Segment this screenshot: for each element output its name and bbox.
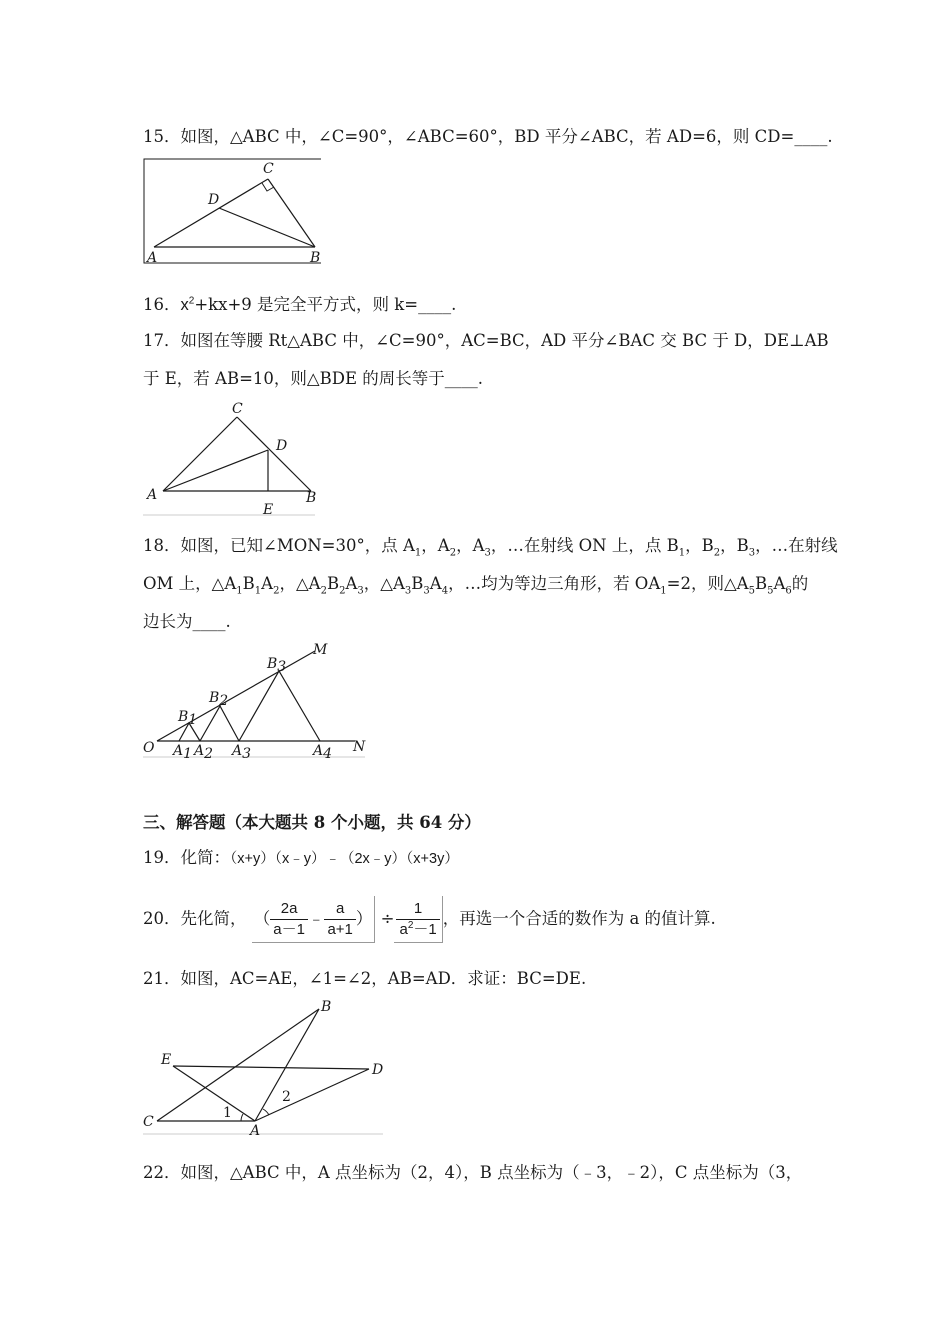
label-e: E xyxy=(161,1052,172,1068)
q18-text: ，…均为等边三角形，若 OA xyxy=(448,574,661,593)
triangle-2 xyxy=(200,706,239,741)
q18-text: ，…在射线 xyxy=(755,536,838,555)
figure-18-svg xyxy=(143,638,378,760)
question-16 xyxy=(143,294,456,316)
angle-2-arc xyxy=(263,1109,269,1115)
label-b: B xyxy=(306,490,317,506)
label-c: C xyxy=(232,401,243,417)
segment-ac xyxy=(163,417,237,491)
question-22 xyxy=(143,1162,802,1184)
fraction-3 xyxy=(396,899,439,940)
q18-text: =2，则△A xyxy=(666,574,749,593)
q18-sub: 3 xyxy=(484,547,491,559)
label-b1: B1 xyxy=(178,709,198,728)
question-19-number: 19．化简： xyxy=(143,848,230,867)
q18-sub: 3 xyxy=(748,547,756,559)
figure-15-svg xyxy=(143,158,328,268)
q18-sub: 1 xyxy=(678,547,686,559)
question-18-line-2 xyxy=(143,573,808,595)
segment-ed xyxy=(173,1066,369,1069)
question-20-number: 20．先化简， xyxy=(143,909,247,928)
label-b: B xyxy=(321,999,332,1015)
q18-text: B xyxy=(242,574,255,593)
divide-sign: ÷ xyxy=(380,909,395,928)
fraction-3-box xyxy=(394,896,442,943)
q18-sub: 3 xyxy=(357,585,364,597)
q18-text: A xyxy=(261,574,274,593)
q18-text: B xyxy=(754,574,768,593)
figure-21-svg xyxy=(143,998,388,1139)
left-paren: （ xyxy=(253,909,271,928)
question-21 xyxy=(143,968,586,990)
question-19-expression: （x+y）（x﹣y）﹣（2x﹣y）（x+3y） xyxy=(230,851,459,867)
label-a: A xyxy=(250,1123,261,1139)
figure-18 xyxy=(143,638,378,760)
q18-sub: 1 xyxy=(254,585,262,597)
figure-17 xyxy=(143,398,323,520)
question-21-text: 21．如图，AC=AE，∠1=∠2，AB=AD．求证：BC=DE. xyxy=(143,969,587,988)
fraction-1 xyxy=(270,899,308,940)
question-16-var: x xyxy=(180,296,189,314)
segment-bc xyxy=(237,417,311,491)
question-20-bracket-expression xyxy=(252,896,376,943)
label-d: D xyxy=(372,1062,384,1078)
question-18-line-3 xyxy=(143,611,231,633)
ray-om xyxy=(157,651,315,741)
fraction-3-rest: －1 xyxy=(413,921,437,938)
q18-sub: 1 xyxy=(414,547,422,559)
right-paren: ） xyxy=(355,909,373,928)
q18-sub: 2 xyxy=(339,585,346,597)
q18-sub: 2 xyxy=(713,547,721,559)
minus-sign: ﹣ xyxy=(307,909,325,928)
label-c: C xyxy=(143,1114,154,1130)
fraction-2-numerator: a xyxy=(324,899,355,920)
question-16-exponent: 2 xyxy=(188,295,195,307)
q18-text: 的 xyxy=(791,574,809,593)
q18-sub: 3 xyxy=(423,585,430,597)
label-n: N xyxy=(353,739,366,755)
fraction-2-denominator: a+1 xyxy=(327,921,353,938)
label-a: A xyxy=(147,487,158,503)
q18-sub: 1 xyxy=(236,585,243,597)
question-19 xyxy=(143,847,459,870)
fraction-1-numerator: 2a xyxy=(270,899,308,920)
q18-text: A xyxy=(345,574,358,593)
label-e: E xyxy=(263,502,274,518)
question-22-text: 22．如图，△ABC 中，A 点坐标为（2，4），B 点坐标为（﹣3，﹣2），C 点坐标为（3， xyxy=(143,1163,803,1182)
question-17-line-2 xyxy=(143,368,483,390)
section-3-heading-text: 三、解答题（本大题共 8 个小题，共 64 分） xyxy=(143,813,481,832)
segment-ad xyxy=(255,1069,369,1121)
figure-21 xyxy=(143,998,388,1139)
q18-sub: 5 xyxy=(748,585,755,597)
q18-text: A xyxy=(773,574,786,593)
label-b: B xyxy=(310,250,321,266)
q18-text: ，…在射线 ON 上，点 B xyxy=(490,536,679,555)
figure-17-svg xyxy=(143,398,323,520)
q18-sub: 6 xyxy=(785,585,792,597)
q18-text: ，A xyxy=(456,536,485,555)
label-angle-1: 1 xyxy=(223,1105,232,1121)
angle-1-arc xyxy=(241,1114,243,1121)
fraction-3-exponent: 2 xyxy=(407,920,414,931)
segment-bc xyxy=(268,179,315,247)
q18-sub: 2 xyxy=(273,585,280,597)
section-3-heading xyxy=(143,812,481,834)
question-17-text-1: 17．如图在等腰 Rt△ABC 中，∠C=90°，AC=BC，AD 平分∠BAC 交 BC 于 D，DE⊥AB xyxy=(143,331,829,350)
question-15-text: 15．如图，△ABC 中，∠C=90°，∠ABC=60°，BD 平分∠ABC，若 AD=6，则 CD=____. xyxy=(143,127,833,146)
label-a3: A3 xyxy=(232,743,252,762)
label-o: O xyxy=(143,740,155,756)
figure-15 xyxy=(143,158,328,268)
question-20 xyxy=(143,896,716,943)
fraction-3-denominator xyxy=(396,920,439,940)
triangle-3 xyxy=(239,671,320,741)
q18-sub: 1 xyxy=(660,585,667,597)
q18-sub: 3 xyxy=(404,585,412,597)
q18-text: A xyxy=(429,574,442,593)
question-17-text-2: 于 E，若 AB=10，则△BDE 的周长等于____. xyxy=(143,369,483,388)
segment-bd xyxy=(219,208,315,247)
q18-text: B xyxy=(411,574,424,593)
label-a1: A1 xyxy=(173,743,193,762)
segment-ea xyxy=(173,1066,255,1121)
q18-text: ，B xyxy=(720,536,749,555)
label-angle-2: 2 xyxy=(282,1089,291,1105)
label-b2: B2 xyxy=(209,690,229,709)
question-20-text: ，再选一个合适的数作为 a 的值计算. xyxy=(442,909,716,928)
segment-ad xyxy=(163,450,268,491)
fraction-3-base: a xyxy=(399,921,408,938)
label-a4: A4 xyxy=(313,743,333,762)
label-b3: B3 xyxy=(267,656,287,675)
q18-text: ，△A xyxy=(279,574,321,593)
q18-sub: 2 xyxy=(449,547,457,559)
q18-sub: 2 xyxy=(320,585,327,597)
question-17-line-1 xyxy=(143,330,829,352)
label-m: M xyxy=(313,642,328,658)
segment-cb xyxy=(157,1009,319,1121)
q18-text: B xyxy=(326,574,340,593)
q18-sub: 4 xyxy=(441,585,449,597)
q18-text: OM 上，△A xyxy=(143,574,237,593)
label-c: C xyxy=(263,161,274,177)
label-a: A xyxy=(147,250,158,266)
q18-text: ，B xyxy=(685,536,714,555)
question-18-line-1 xyxy=(143,535,838,557)
question-16-number: 16． xyxy=(143,295,181,314)
q18-sub: 5 xyxy=(767,585,774,597)
question-18-text-3: 边长为____. xyxy=(143,612,231,631)
q18-text: 18．如图，已知∠MON=30°，点 A xyxy=(143,536,415,555)
question-15 xyxy=(143,126,833,148)
label-d: D xyxy=(208,192,220,208)
q18-text: ，A xyxy=(421,536,450,555)
q18-text: ，△A xyxy=(363,574,405,593)
question-16-text: +kx+9 是完全平方式，则 k=____. xyxy=(194,295,457,314)
label-a2: A2 xyxy=(194,743,214,762)
fraction-1-denominator: a－1 xyxy=(273,921,305,938)
fraction-3-numerator: 1 xyxy=(396,899,439,920)
fraction-2 xyxy=(324,899,355,940)
label-d: D xyxy=(276,438,288,454)
segment-ac xyxy=(154,179,268,247)
